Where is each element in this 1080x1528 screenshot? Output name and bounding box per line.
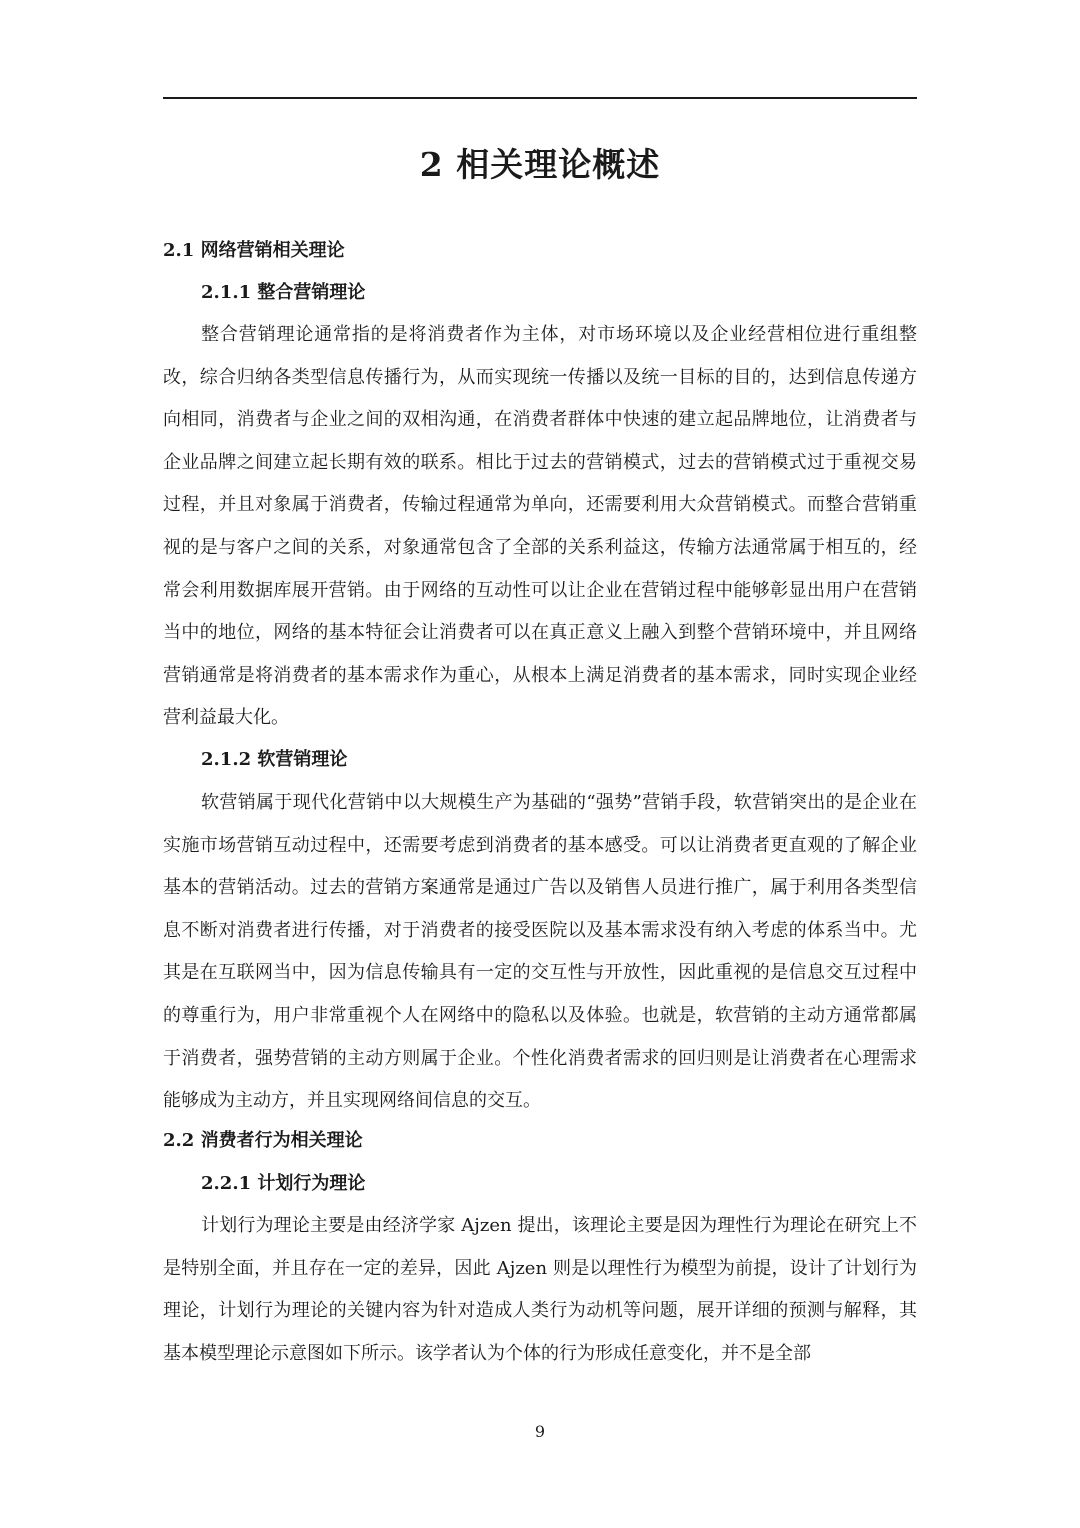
- subsection-heading-2-1-2: 2.1.2 软营销理论: [201, 749, 348, 770]
- subsection-heading-2-2-1: 2.2.1 计划行为理论: [201, 1173, 366, 1194]
- subsection-heading-2-1-1: 2.1.1 整合营销理论: [201, 282, 366, 303]
- header-rule: [163, 97, 917, 99]
- chapter-title: 2 相关理论概述: [419, 145, 661, 184]
- paragraph-integrated-marketing: 整合营销理论通常指的是将消费者作为主体，对市场环境以及企业经营相位进行重组整改，综合归纳各类型信息传播行为，从而实现统一传播以及统一目标的目的，达到信息传递方向相同，消费者与企业之间的双相沟通，在消费者群体中快速的建立起品牌地位，让消费者与企业品牌之间建立起长期有效的联系。相比于过去的营销模式，过去的营销模式过于重视交易过程，并且对象属于消费者，传输过程通常为单向，还需要利用大众营销模式。而整合营销重视的是与客户之间的关系，对象通常包含了全部的关系利益这，传输方法通常属于相互的，经常会利用数据库展开营销。由于网络的互动性可以让企业在营销过程中能够彰显出用户在营销当中的地位，网络的基本特征会让消费者可以在真正意义上融入到整个营销环境中，并且网络营销通常是将消费者的基本需求作为重心，从根本上满足消费者的基本需求，同时实现企业经营利益最大化。: [163, 324, 917, 729]
- paragraph-planned-behavior: 计划行为理论主要是由经济学家 Ajzen 提出，该理论主要是因为理性行为理论在研究上不是特别全面，并且存在一定的差异，因此 Ajzen 则是以理性行为模型为前提，设计了计划行为理论，计划行为理论的关键内容为针对造成人类行为动机等问题，展开详细的预测与解释，其基本模型理论示意图如下所示。该学者认为个体的行为形成任意变化，并不是全部: [163, 1215, 917, 1364]
- page-number: 9: [534, 1422, 546, 1441]
- section-heading-2-1: 2.1 网络营销相关理论: [163, 240, 345, 261]
- paragraph-soft-marketing: 软营销属于现代化营销中以大规模生产为基础的“强势”营销手段，软营销突出的是企业在实施市场营销互动过程中，还需要考虑到消费者的基本感受。可以让消费者更直观的了解企业基本的营销活动。过去的营销方案通常是通过广告以及销售人员进行推广，属于利用各类型信息不断对消费者进行传播，对于消费者的接受医院以及基本需求没有纳入考虑的体系当中。尤其是在互联网当中，因为信息传输具有一定的交互性与开放性，因此重视的是信息交互过程中的尊重行为，用户非常重视个人在网络中的隐私以及体验。也就是，软营销的主动方通常都属于消费者，强势营销的主动方则属于企业。个性化消费者需求的回归则是让消费者在心理需求能够成为主动方，并且实现网络间信息的交互。: [163, 792, 917, 1112]
- section-heading-2-2: 2.2 消费者行为相关理论: [163, 1130, 363, 1151]
